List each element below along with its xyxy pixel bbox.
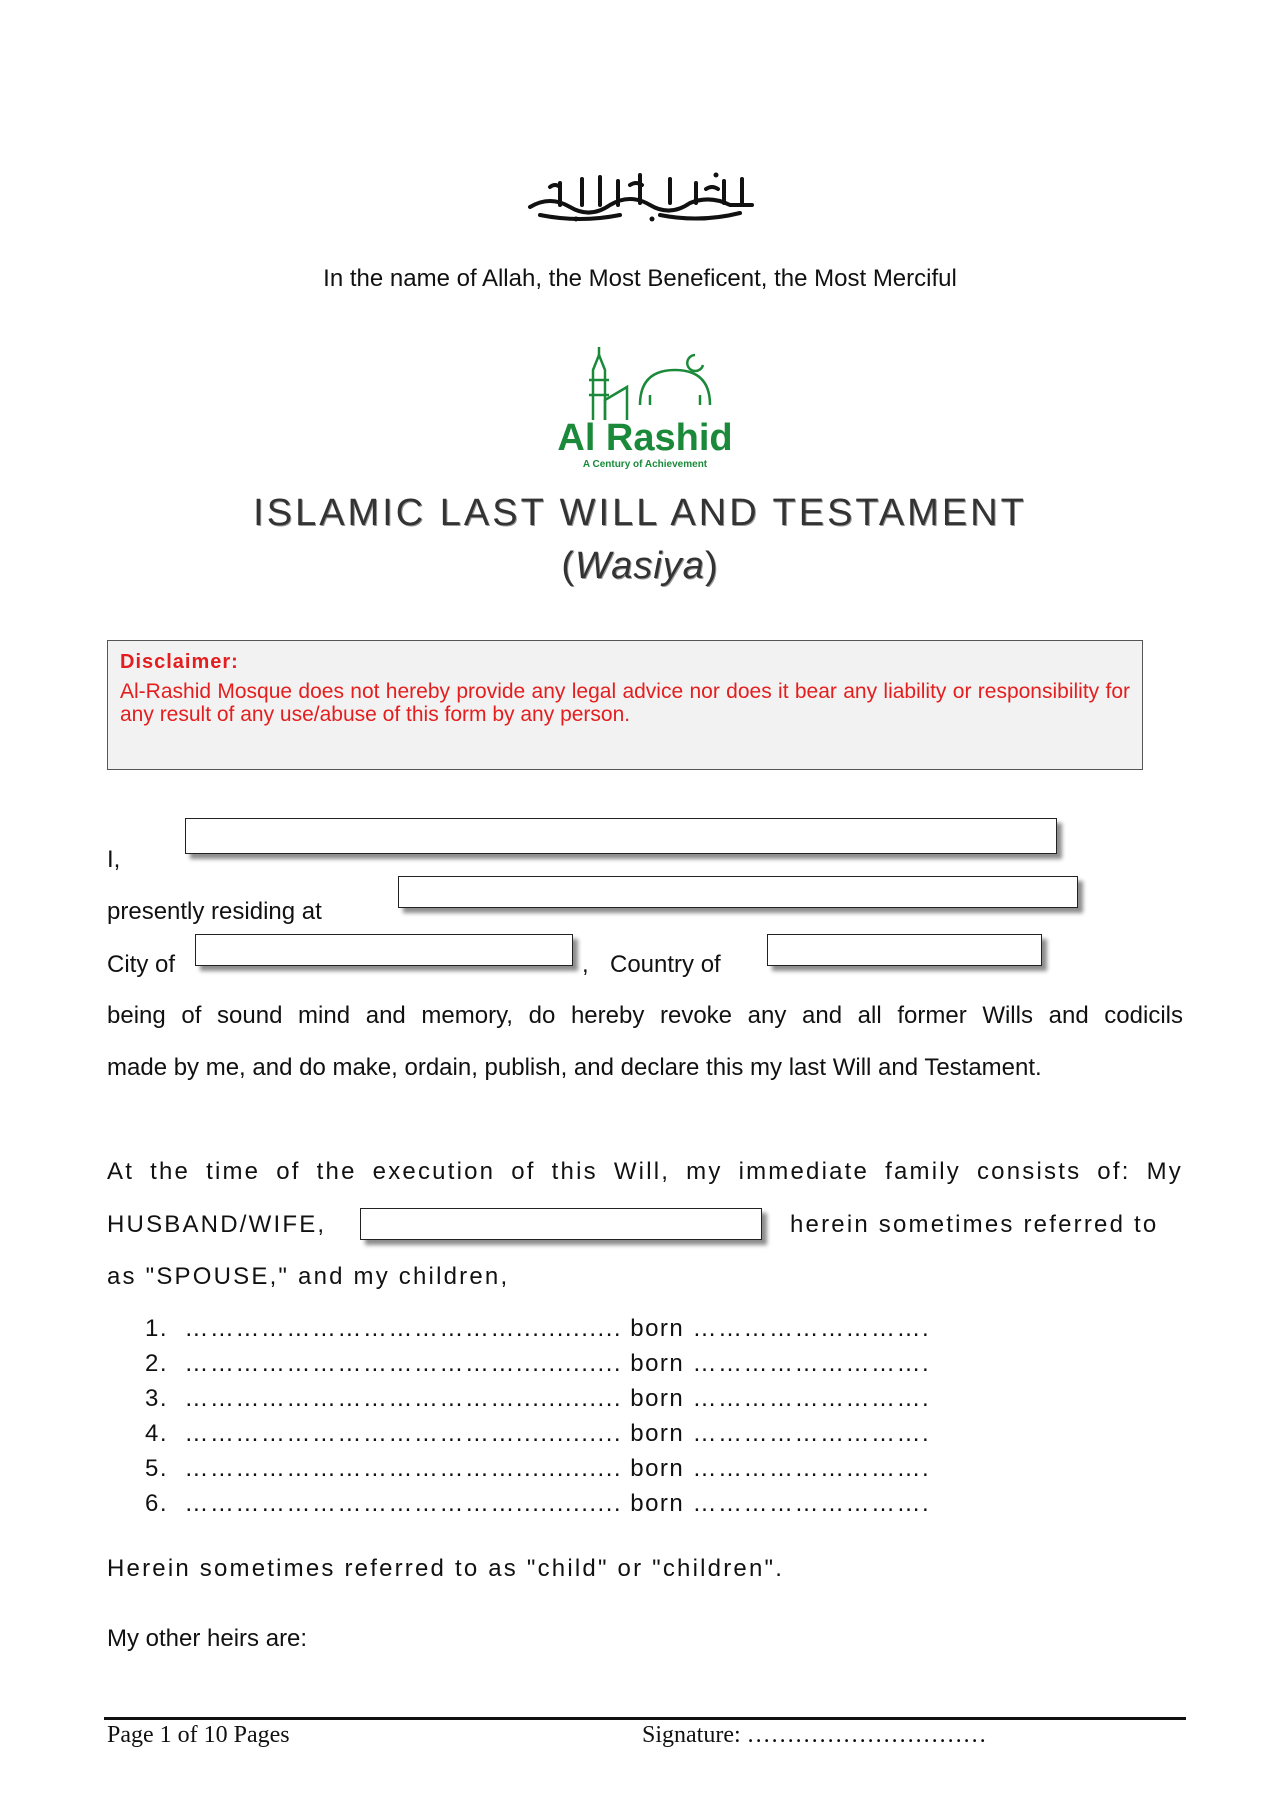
children-note: Herein sometimes referred to as "child" or "children". [107, 1555, 785, 1582]
i-label: I, [107, 846, 121, 873]
signature-line: Signature: ………………………… [642, 1722, 987, 1748]
address-field[interactable] [398, 876, 1078, 908]
list-item: 2. …………………………………............. born ………………………. [145, 1350, 931, 1377]
document-title: ISLAMIC LAST WILL AND TESTAMENT [253, 492, 1027, 534]
spouse-field[interactable] [360, 1208, 762, 1240]
bismillah-calligraphy [520, 165, 760, 225]
country-label: Country of [610, 951, 721, 978]
disclaimer-title: Disclaimer: [120, 651, 239, 673]
name-field[interactable] [185, 818, 1057, 854]
city-field[interactable] [195, 934, 573, 966]
family-line-3: as "SPOUSE," and my children, [107, 1263, 510, 1290]
list-item: 3. …………………………………............. born ………………………. [145, 1385, 931, 1412]
spouse-label: HUSBAND/WIFE, [107, 1211, 327, 1238]
document-subtitle: (Wasiya) [561, 545, 719, 587]
al-rashid-logo [555, 325, 735, 470]
other-heirs-label: My other heirs are: [107, 1625, 308, 1652]
declaration-line-1: being of sound mind and memory, do hereby revoke any and all former Wills and codicils [107, 1002, 1183, 1029]
declaration-line-2: made by me, and do make, ordain, publish, and declare this my last Will and Testament. [107, 1054, 1042, 1081]
logo-name: Al Rashid [557, 417, 733, 459]
country-field[interactable] [767, 934, 1042, 966]
list-item: 5. …………………………………............. born ………………………. [145, 1455, 931, 1482]
city-comma: , [582, 951, 589, 978]
subtitle-word: Wasiya [575, 545, 705, 587]
residing-label: presently residing at [107, 898, 322, 925]
spouse-suffix: herein sometimes referred to [790, 1211, 1159, 1238]
list-item: 6. …………………………………............. born ………………………. [145, 1490, 931, 1517]
list-item: 4. …………………………………............. born ………………………. [145, 1420, 931, 1447]
logo-tagline: A Century of Achievement [582, 459, 708, 470]
bismillah-translation: In the name of Allah, the Most Beneficent, the Most Merciful [323, 265, 957, 292]
city-label: City of [107, 951, 176, 978]
list-item: 1. …………………………………............. born ………………………. [145, 1315, 931, 1342]
family-line-1: At the time of the execution of this Will, my immediate family consists of: My [107, 1158, 1183, 1185]
footer-divider [104, 1717, 1186, 1720]
page-number: Page 1 of 10 Pages [107, 1722, 290, 1748]
disclaimer-body: Al-Rashid Mosque does not hereby provide any legal advice nor does it bear any liability or responsibility for any result of any use/abuse of this form by any person. [120, 680, 1130, 726]
disclaimer-box [107, 640, 1143, 770]
